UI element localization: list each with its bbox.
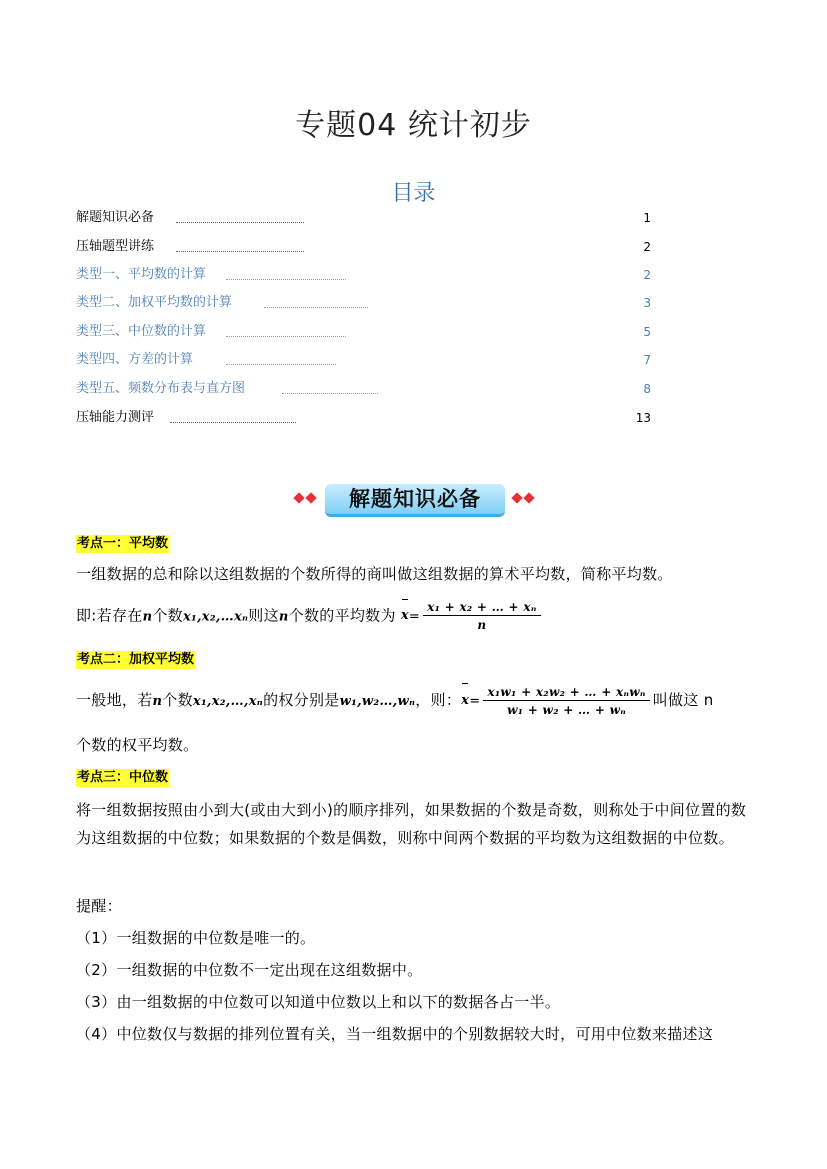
toc-leader-dots [226,322,346,337]
toc-entry-label: 类型四、方差的计算 [76,352,194,367]
toc-leader-dots [176,208,304,223]
point-tag-2: 考点二：加权平均数 [77,652,195,667]
reminder-item: （3）由一组数据的中位数可以知道中位数以上和以下的数据各占一半。 [76,993,561,1011]
diamond-icon [511,492,522,503]
toc-entry-label: 压轴能力测评 [76,410,155,425]
toc-entry-label: 压轴题型讲练 [76,239,155,254]
reminder-item: （2）一组数据的中位数不一定出现在这组数据中。 [76,961,423,979]
toc-entry-page: 13 [635,411,651,425]
toc-entry-page: 1 [643,211,651,225]
toc-entry-page: 7 [643,353,651,367]
toc-leader-dots [176,237,304,252]
mean-fraction: $\frac{\text{x₁ + x₂ + … + xₙ}}{n}$ [423,600,541,632]
reminder-item: （4）中位数仅与数据的排列位置有关，当一组数据中的个别数据较大时，可用中位数来描述这 [76,1025,714,1043]
toc-entry[interactable] [76,322,651,342]
toc-entry-label: 类型五、频数分布表与直方图 [76,381,246,396]
diamond-icon [305,492,316,503]
weighted-mean-line: 一般地，若n个数x₁,x₂,…,xₙ的权分别是w₁,w₂…,wₙ，则：x= $\frac{\text{x₁w₁ + x₂w₂ + … + xₙwₙ}}{\text{w₁ + w₂ + … + wₙ}}$ 叫做这 n [76,684,714,717]
toc-leader-dots [226,265,346,280]
x-bar: x [461,685,469,717]
reminder-item: （1）一组数据的中位数是唯一的。 [76,929,316,947]
mean-definition: 一组数据的总和除以这组数据的个数所得的商叫做这组数据的算术平均数，简称平均数。 [76,565,673,583]
toc-entry[interactable] [76,408,651,428]
toc-leader-dots [282,379,378,394]
diamond-icon [293,492,304,503]
median-definition: 将一组数据按照由小到大(或由大到小)的顺序排列，如果数据的个数是奇数，则称处于中间位置的数为这组数据的中位数；如果数据的个数是偶数，则称中间两个数据的平均数为这组数据的中位数。 [76,801,747,847]
toc-entry[interactable] [76,265,651,285]
reminder-label: 提醒： [76,897,122,915]
banner-title: 解题知识必备 [349,487,481,511]
toc-entry-page: 2 [643,268,651,282]
section-banner [0,480,827,520]
x-bar: x [401,601,409,631]
toc-entry-label: 类型一、平均数的计算 [76,267,207,282]
toc-entry[interactable] [76,237,651,257]
toc-leader-dots [264,293,368,308]
mean-formula-line: 即:若存在n个数x₁,x₂,…xₙ则这n个数的平均数为 x= $\frac{\text{x₁ + x₂ + … + xₙ}}{n}$ [76,600,752,633]
toc-entry-label: 解题知识必备 [76,210,155,225]
toc-entry[interactable] [76,379,651,399]
toc-entry[interactable] [76,293,651,313]
weighted-mean-line-2: 个数的权平均数。 [76,736,199,754]
point-tag-3: 考点三：中位数 [77,770,169,785]
diamond-icon [523,492,534,503]
toc-entry-page: 8 [643,382,651,396]
toc-entry-page: 5 [643,325,651,339]
toc-leader-dots [170,408,296,423]
weighted-mean-fraction: $\frac{\text{x₁w₁ + x₂w₂ + … + xₙwₙ}}{\text{w₁ + w₂ + … + wₙ}}$ [483,685,649,717]
point-tag-1: 考点一：平均数 [77,536,169,551]
page-title: 专题04 统计初步 [295,108,532,143]
toc-entry-label: 类型二、加权平均数的计算 [76,295,233,310]
toc-entry-label: 类型三、中位数的计算 [76,324,207,339]
toc-leader-dots [226,350,336,365]
toc-entry-page: 2 [643,240,651,254]
toc-entry[interactable] [76,208,651,228]
toc-heading: 目录 [391,181,436,206]
toc-entry[interactable] [76,350,651,370]
toc-entry-page: 3 [643,296,651,310]
